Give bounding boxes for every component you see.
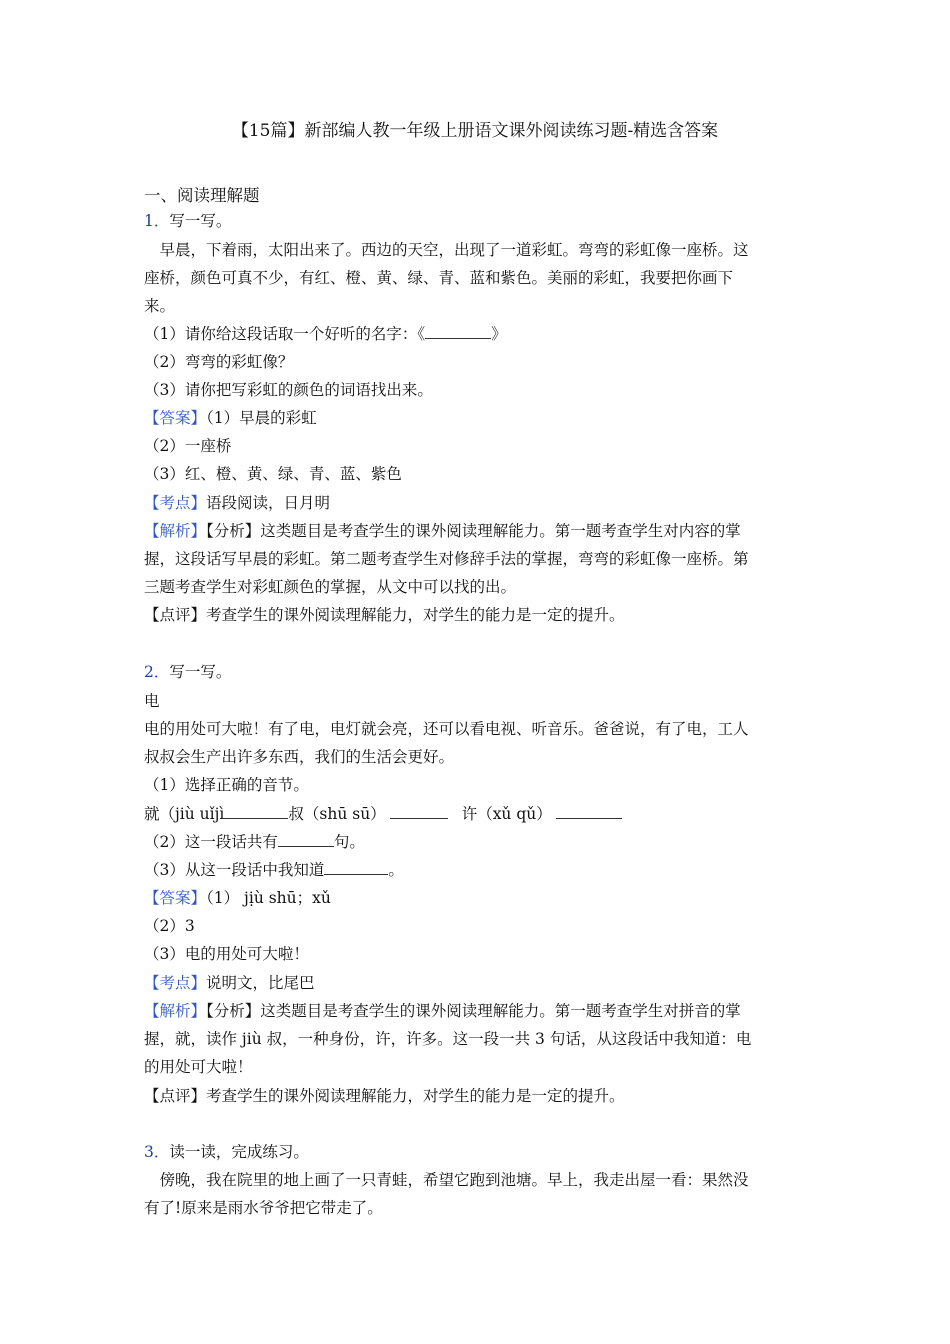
answer-line: （3）红、橙、黄、绿、青、蓝、紫色 (144, 465, 402, 483)
analysis-text: 【分析】这类题目是考查学生的课外阅读理解能力。第一题考查学生对拼音的掌 (206, 1002, 741, 1020)
sub-question (144, 860, 404, 880)
point-text: 语段阅读，日月明 (206, 494, 331, 512)
passage-heading: 电 (144, 692, 160, 710)
question-prompt: 写一写。 (169, 212, 232, 230)
point-tag: 【考点】 (144, 974, 207, 992)
point-text: 说明文，比尾巴 (206, 974, 315, 992)
passage-line: 来。 (144, 297, 176, 315)
analysis-line: 握，就，读作 jiù 叔，一种身份，许，许多。这一段一共 3 句话，从这段话中我知道：电 (144, 1030, 752, 1048)
answer-text: （1）早晨的彩虹 (206, 409, 317, 427)
analysis-tag: 【解析】 (144, 522, 207, 540)
sub-question: （2）弯弯的彩虹像？ (144, 353, 294, 371)
analysis-line: 握，这段话写早晨的彩虹。第二题考查学生对修辞手法的掌握，弯弯的彩虹像一座桥。第 (144, 550, 749, 568)
sub-question-text: 。 (388, 861, 404, 879)
question-2-header (144, 662, 231, 682)
answer-line: （2）一座桥 (144, 437, 232, 455)
question-number: 3． (144, 1143, 170, 1161)
answer-text: （1） jịù shū；xǔ (206, 889, 331, 907)
point-line (144, 973, 315, 993)
sub-question (144, 324, 507, 344)
passage-line: 傍晚，我在院里的地上画了一只青蛙，希望它跑到池塘。早上，我走出屋一看：果然没 (144, 1171, 749, 1189)
pinyin-choice: 就（jiù uǐjì (144, 805, 225, 823)
document-title: 【15篇】新部编人教一年级上册语文课外阅读练习题-精选含答案 (231, 121, 719, 141)
answer-blank (224, 804, 288, 819)
sub-question-text: （1）请你给这段话取一个好听的名字：《 (144, 325, 426, 343)
answer-tag: 【答案】 (144, 409, 207, 427)
sub-question-text: （3）从这一段话中我知道 (144, 861, 325, 879)
comment-line: 【点评】考查学生的课外阅读理解能力，对学生的能力是一定的提升。 (144, 1087, 625, 1105)
answer-blank (324, 860, 388, 875)
sub-question-text: （2）这一段话共有 (144, 833, 278, 851)
answer-blank (390, 804, 448, 819)
analysis-line (144, 1001, 741, 1021)
analysis-line (144, 521, 741, 541)
passage-line: 座桥，颜色可真不少，有红、橙、黄、绿、青、蓝和紫色。美丽的彩虹，我要把你画下 (144, 269, 734, 287)
sub-question-text: 》 (491, 325, 507, 343)
comment-line: 【点评】考查学生的课外阅读理解能力，对学生的能力是一定的提升。 (144, 606, 625, 624)
passage-line: 早晨，下着雨，太阳出来了。西边的天空，出现了一道彩虹。弯弯的彩虹像一座桥。这 (144, 241, 749, 259)
answer-line (144, 408, 317, 428)
pinyin-choices (144, 804, 622, 824)
answer-line: （3）电的用处可大啦！ (144, 945, 309, 963)
pinyin-choice: 叔（shū sū） (288, 805, 386, 823)
analysis-line: 三题考查学生对彩虹颜色的掌握，从文中可以找的出。 (144, 578, 517, 596)
question-number: 2． (144, 663, 170, 681)
analysis-tag: 【解析】 (144, 1002, 207, 1020)
passage-line: 电的用处可大啦！有了电，电灯就会亮，还可以看电视、听音乐。爸爸说，有了电，工人 (144, 720, 749, 738)
point-tag: 【考点】 (144, 494, 207, 512)
section-heading: 一、阅读理解题 (144, 186, 260, 205)
answer-blank (425, 324, 491, 339)
question-prompt: 读一读，完成练习。 (169, 1143, 309, 1161)
analysis-text: 【分析】这类题目是考查学生的课外阅读理解能力。第一题考查学生对内容的掌 (206, 522, 741, 540)
sub-question: （1）选择正确的音节。 (144, 776, 309, 794)
question-prompt: 写一写。 (169, 663, 232, 681)
question-1-header (144, 211, 231, 231)
passage-line: 叔叔会生产出许多东西，我们的生活会更好。 (144, 748, 455, 766)
answer-blank (278, 832, 334, 847)
answer-tag: 【答案】 (144, 889, 207, 907)
pinyin-choice: 许（xǔ qǔ） (461, 805, 552, 823)
question-3-header (144, 1142, 309, 1162)
sub-question: （3）请你把写彩虹的颜色的词语找出来。 (144, 381, 433, 399)
question-number: 1． (144, 212, 170, 230)
passage-line: 有了!原来是雨水爷爷把它带走了。 (144, 1199, 383, 1217)
answer-blank (556, 804, 622, 819)
point-line (144, 493, 330, 513)
sub-question-text: 句。 (333, 833, 365, 851)
answer-line: （2）3 (144, 917, 195, 935)
answer-line (144, 888, 331, 908)
sub-question (144, 832, 365, 852)
analysis-line: 的用处可大啦！ (144, 1058, 253, 1076)
